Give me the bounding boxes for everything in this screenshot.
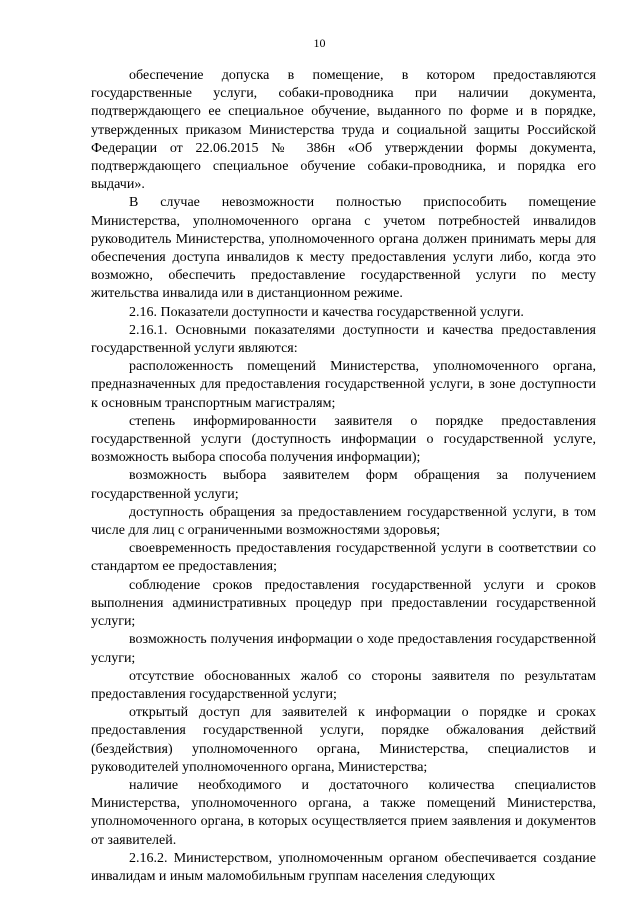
paragraph-guide-dog-access: обеспечение допуска в помещение, в котором предоставляются государственные услуги, собаки-проводника при наличии документа, подтверждающего ее специальное обучение, выданного по форме и в порядке, утвержденных приказом Министерства труда и социальной защиты Российской Федерации от 22.06.2015 № 386н «Об утверждении формы документа, подтверждающего специальное обучение собаки-проводника, и порядка его выдачи». [91, 68, 596, 193]
list-item-form-choice: возможность выбора заявителем форм обращения за получением государственной услуги; [91, 468, 596, 502]
document-body [91, 67, 596, 886]
list-item-accessibility: доступность обращения за предоставлением государственной услуги, в том числе для лиц с ограниченными возможностями здоровья; [91, 504, 596, 539]
list-item-location: расположенность помещений Министерства, уполномоченного органа, предназначенных для предоставления государственной услуги, в зоне доступности к основным транспортным магистралям; [91, 359, 596, 411]
list-item-deadlines: соблюдение сроков предоставления государственной услуги и сроков выполнения административных процедур при предоставлении государственной услуги; [91, 577, 596, 630]
paragraph-impossibility-adaptation: В случае невозможности полностью приспособить помещение Министерства, уполномоченного органа с учетом потребностей инвалидов руководитель Министерства, уполномоченного органа должен принимать меры для обеспечения доступа инвалидов к месту предоставления услуги либо, когда это возможно, обеспечить предоставление государственной услуги по месту жительства инвалида или в дистанционном режиме. [91, 195, 596, 302]
list-item-progress-info: возможность получения информации о ходе предоставления государственной услуги; [91, 632, 596, 666]
page-number: 10 [313, 36, 326, 50]
paragraph-2-16-2: 2.16.2. Министерством, уполномоченным органом обеспечивается создание инвалидам и иным маломобильным группам населения следующих [91, 850, 596, 884]
list-item-no-complaints: отсутствие обоснованных жалоб со стороны заявителя по результатам предоставления государственной услуги; [91, 668, 596, 702]
list-item-informedness: степень информированности заявителя о порядке предоставления государственной услуги (доступность информации о государственной услуге, возможность выбора способа получения информации); [91, 413, 596, 466]
list-item-timeliness: своевременность предоставления государственной услуги в соответствии со стандартом ее предоставления; [91, 541, 596, 575]
paragraph-2-16-1: 2.16.1. Основными показателями доступности и качества предоставления государственной услуги являются: [91, 322, 596, 357]
list-item-open-access: открытый доступ для заявителей к информации о порядке и сроках предоставления государственной услуги, порядке обжалования действий (бездействия) уполномоченного органа, Министерства, специалистов и руководителей уполномоченного органа, Министерства; [91, 705, 596, 775]
list-item-staff-premises: наличие необходимого и достаточного количества специалистов Министерства, уполномоченного органа, а также помещений Министерства, уполномоченного органа, в которых осуществляется прием заявления и документов от заявителей. [91, 777, 596, 848]
paragraph-2-16-heading: 2.16. Показатели доступности и качества государственной услуги. [129, 304, 524, 320]
